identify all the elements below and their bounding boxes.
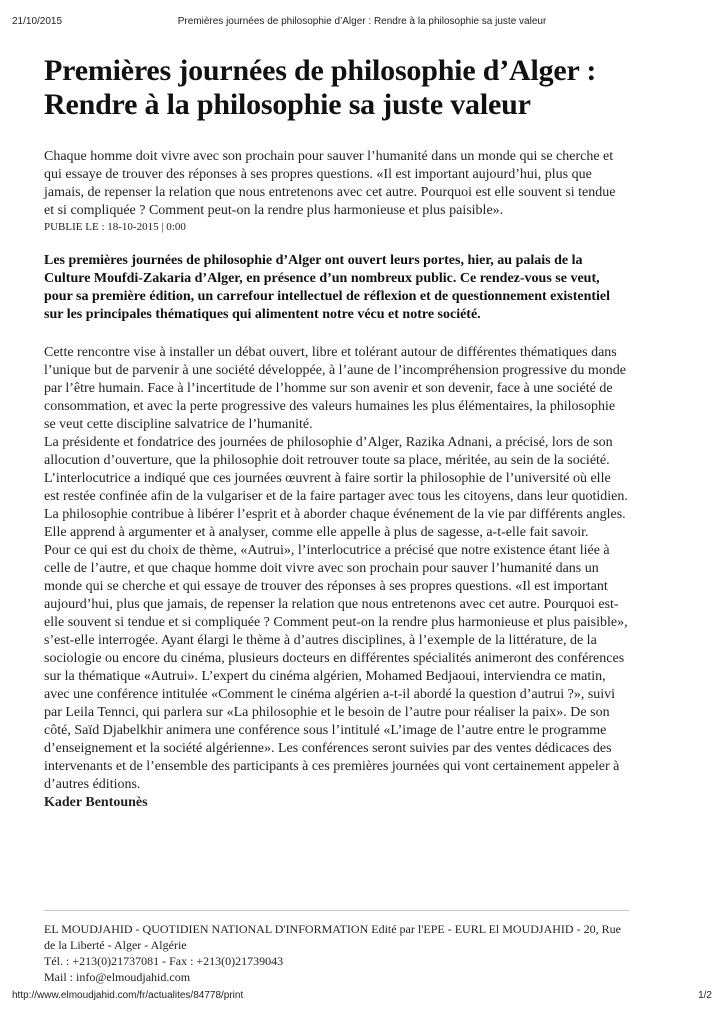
- body-paragraph: Pour ce qui est du choix de thème, «Autrui», l’interlocutrice a précisé que notre existence étant liée à celle de l’autre, et que chaque homme doit vivre avec son prochain pour sauver l’humanité dans un monde qui se cherche et qui essaye de trouver des réponses à ses propres questions. «Il est important aujourd’hui, plus que jamais, de repenser la relation que nous entretenons avec cet autre. Pourquoi est-elle souvent si tendue et si compliquée ? Comment peut-on la rendre plus harmonieuse et plus paisible», s’est-elle interrogée. Ayant élargi le thème à d’autres disciplines, à l’exemple de la littérature, de la sociologie ou encore du cinéma, plusieurs docteurs en différentes spécialités animeront des conférences sur la thématique «Autrui». L’expert du cinéma algérien, Mohamed Bedjaoui, interviendra ce matin, avec une conférence intitulée «Comment le cinéma algérien a-t-il abordé la question d’autrui ?», suivi par Leila Tennci, qui parlera sur «La philosophie et le besoin de l’autre pour réaliser la paix». De son côté, Saïd Djabelkhir animera une conférence sous l’intitulé «L’image de l’autre entre le programme d’enseignement et la société algérienne». Les conférences seront suivies par des ventes dédicaces des intervenants et de l’ensemble des participants à ces premières journées qui vont certainement appeler à d’autres éditions.: [44, 543, 628, 792]
- article-headline: [44, 54, 629, 122]
- body-paragraph: Cette rencontre vise à installer un débat ouvert, libre et tolérant autour de différentes thématiques dans l’unique but de parvenir à une société développée, à l’aune de l’incompréhension progressive du monde par l’être humain. Face à l’incertitude de l’homme sur son avenir et son devenir, face à une société de consommation, et avec la perte progressive des valeurs humaines les plus élémentaires, la philosophie se veut cette discipline salvatrice de l’humanité.: [44, 345, 626, 432]
- print-url[interactable]: http://www.elmoudjahid.com/fr/actualites/84778/print: [12, 990, 244, 1001]
- article: [44, 54, 629, 812]
- article-lead: Les premières journées de philosophie d’Alger ont ouvert leurs portes, hier, au palais de la Culture Moufdi-Zakaria d’Alger, en présence d’un nombreux public. Ce rendez-vous se veut, pour sa première édition, un carrefour intellectuel de réflexion et de questionnement existentiel sur les principales thématiques qui alimentent notre vécu et notre société.: [44, 253, 611, 322]
- publisher-info: EL MOUDJAHID - QUOTIDIEN NATIONAL D'INFORMATION Edité par l'EPE - EURL El MOUDJAHID - 20, Rue de la Liberté - Alger - Algérie: [44, 922, 621, 952]
- publisher-mail: Mail : info@elmoudjahid.com: [44, 970, 191, 984]
- print-footer: [12, 990, 712, 1004]
- page-number: 1/2: [698, 990, 712, 1001]
- publish-date: PUBLIE LE : 18-10-2015 | 0:00: [44, 221, 186, 233]
- body-paragraph: L’interlocutrice a indiqué que ces journées œuvrent à faire sortir la philosophie de l’université où elle est restée confinée afin de la vulgariser et de la faire partager avec tous les citoyens, dans leur quotidien. La philosophie contribue à libérer l’esprit et à aborder chaque événement de la vie par différents angles. Elle apprend à argumenter et à analyser, comme elle appelle à plus de sagesse, a-t-elle fait savoir.: [44, 471, 628, 540]
- body-paragraph: La présidente et fondatrice des journées de philosophie d’Alger, Razika Adnani, a précisé, lors de son allocution d’ouverture, que la philosophie doit retrouver toute sa place, méritée, au sein de la société.: [44, 435, 613, 468]
- print-page-title: Premières journées de philosophie d’Alger : Rendre à la philosophie sa juste valeur: [177, 16, 547, 27]
- publisher-phone-fax: Tél. : +213(0)21737081 - Fax : +213(0)21739043: [44, 954, 284, 968]
- article-author: Kader Bentounès: [44, 795, 148, 810]
- print-header: [12, 16, 712, 30]
- article-chapeau: Chaque homme doit vivre avec son prochain pour sauver l’humanité dans un monde qui se cherche et qui essaye de trouver des réponses à ses propres questions. «Il est important aujourd’hui, plus que jamais, de repenser la relation que nous entretenons avec cet autre. Pourquoi est elle souvent si tendue et si compliquée ? Comment peut-on la rendre plus harmonieuse et plus paisible».: [44, 149, 616, 218]
- headline-line-1: Premières journées de philosophie d’Alger :: [44, 54, 597, 87]
- article-body: [44, 344, 629, 812]
- headline-line-2: Rendre à la philosophie sa juste valeur: [44, 88, 531, 121]
- print-date: 21/10/2015: [12, 16, 63, 27]
- publisher-footer: [44, 910, 629, 985]
